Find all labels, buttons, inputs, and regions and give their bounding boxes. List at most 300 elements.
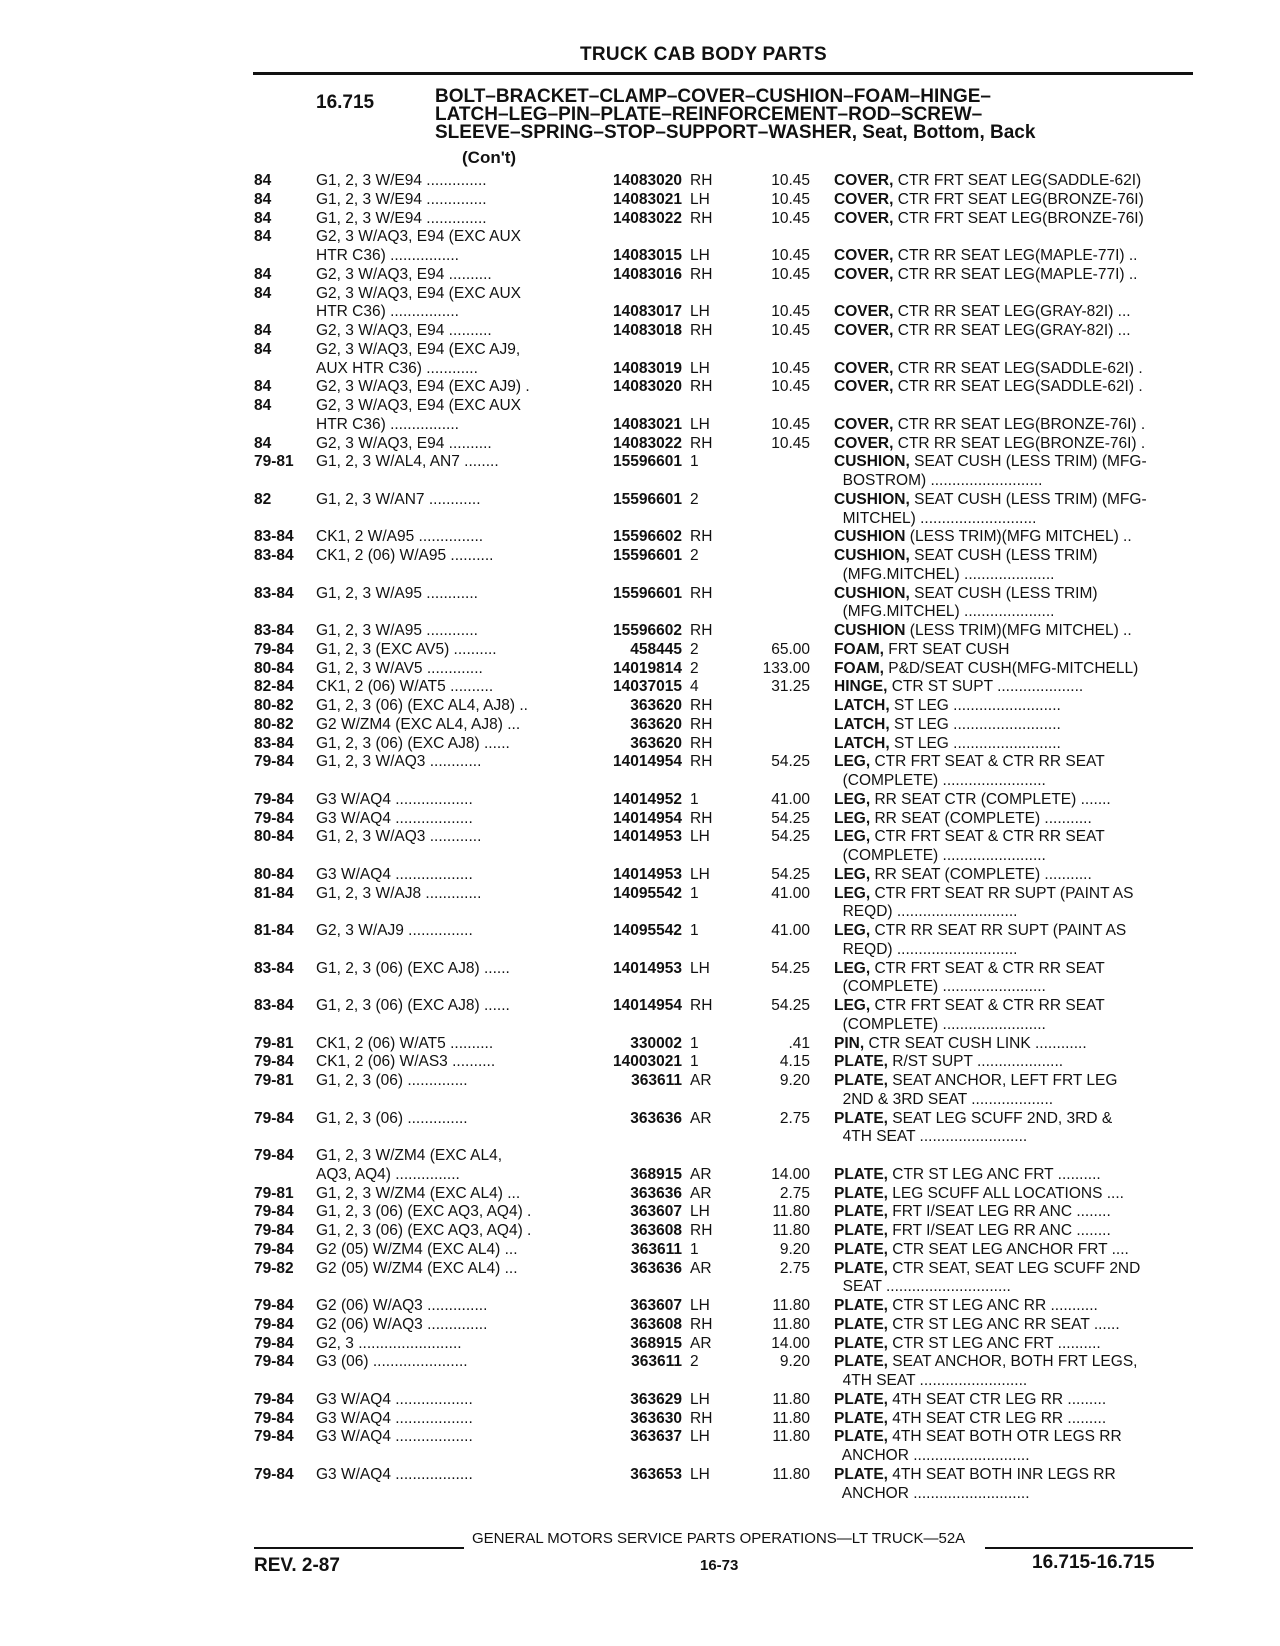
part-name-detail: ST LEG .........................: [889, 697, 1061, 714]
part-name: [834, 210, 1192, 229]
part-name: [834, 622, 1192, 641]
part-number: 363637: [630, 1428, 682, 1446]
part-name-keyword: CUSHION,: [834, 547, 910, 564]
price: 9.20: [779, 1240, 810, 1258]
table-row: [0, 1485, 1280, 1504]
part-name-detail: ANCHOR ...........................: [834, 1447, 1030, 1464]
model-year: 79-84: [254, 1297, 294, 1314]
part-name-keyword: COVER,: [834, 247, 894, 264]
table-row: [0, 753, 1280, 772]
price: 11.80: [772, 1409, 810, 1427]
table-row: [0, 960, 1280, 979]
quantity-side: LH: [690, 959, 710, 977]
part-number: 14014954: [613, 997, 682, 1014]
part-name-keyword: PLATE,: [834, 1390, 888, 1408]
part-name-keyword: LEG,: [834, 997, 871, 1014]
model-year: 79-84: [254, 1222, 294, 1239]
model-year: 79-84: [254, 1315, 294, 1333]
part-name-keyword: FOAM,: [834, 640, 884, 658]
part-number: 15596602: [613, 622, 682, 639]
part-name-detail: R/ST SUPT ....................: [887, 1053, 1064, 1071]
part-name-keyword: PIN,: [834, 1034, 865, 1052]
part-number: 363653: [630, 1465, 682, 1483]
model-year: 84: [254, 172, 272, 189]
usage-description: G3 (06) ......................: [316, 1353, 468, 1371]
part-name-detail: CTR FRT SEAT & CTR RR SEAT: [870, 828, 1105, 846]
table-row: [0, 810, 1280, 829]
part-name-detail: CTR RR SEAT LEG(BRONZE-76I) .: [893, 434, 1146, 452]
part-name-detail: CTR ST LEG ANC FRT ..........: [887, 1334, 1101, 1352]
usage-description: G1, 2, 3 (06) (EXC AL4, AJ8) ..: [316, 697, 528, 714]
part-name-keyword: LEG,: [834, 884, 871, 902]
part-name: [834, 1316, 1192, 1335]
part-name-detail: CTR FRT SEAT LEG(BRONZE-76I): [893, 209, 1144, 227]
part-name-keyword: LEG,: [834, 959, 871, 977]
part-name-detail: BOSTROM) ..........................: [834, 472, 1043, 489]
part-name: [834, 266, 1192, 285]
usage-description: G1, 2, 3 (06) (EXC AJ8) ......: [316, 734, 510, 752]
price: 10.45: [771, 172, 810, 189]
model-year: 82-84: [254, 678, 294, 696]
table-row: [0, 585, 1280, 604]
price: 10.45: [771, 190, 810, 208]
model-year: 79-84: [254, 790, 294, 808]
part-name: [834, 1072, 1192, 1091]
part-name: [834, 791, 1192, 810]
part-number: 363611: [631, 1072, 682, 1089]
table-row: [0, 641, 1280, 660]
usage-description: CK1, 2 (06) W/AS3 ..........: [316, 1053, 496, 1071]
quantity-side: 2: [690, 640, 699, 658]
quantity-side: LH: [690, 1428, 710, 1446]
table-row: [0, 1203, 1280, 1222]
price: 10.45: [771, 378, 810, 396]
part-name: [834, 191, 1192, 210]
part-name-keyword: COVER,: [834, 209, 894, 227]
usage-description: G3 W/AQ4 ..................: [316, 1390, 473, 1408]
price: 2.75: [779, 1184, 810, 1202]
quantity-side: 2: [690, 1353, 699, 1371]
usage-description: G1, 2, 3 (06) (EXC AJ8) ......: [316, 997, 510, 1014]
part-number: 363608: [630, 1315, 682, 1333]
table-row: [0, 378, 1280, 397]
quantity-side: RH: [690, 172, 713, 189]
model-year: 79-84: [254, 1203, 294, 1221]
quantity-side: LH: [690, 865, 710, 883]
model-year: 81-84: [254, 922, 294, 939]
part-name-keyword: COVER,: [834, 378, 894, 396]
part-name-detail: (LESS TRIM)(MFG MITCHEL) ..: [905, 528, 1132, 546]
part-number: 363607: [630, 1297, 682, 1314]
usage-description: G1, 2, 3 W/AQ3 ............: [316, 828, 482, 846]
price: 11.80: [772, 1428, 810, 1446]
model-year: 79-84: [254, 1147, 294, 1164]
footer-rule-right: [985, 1547, 1193, 1549]
model-year: 79-84: [254, 753, 294, 771]
part-number: 368915: [630, 1165, 682, 1183]
table-row: [0, 997, 1280, 1016]
price: 14.00: [771, 1334, 810, 1352]
part-name-keyword: COVER,: [834, 359, 894, 377]
table-row: [0, 716, 1280, 735]
price: .41: [788, 1034, 810, 1052]
part-name-detail: (COMPLETE) ........................: [834, 978, 1046, 996]
table-row: [0, 1316, 1280, 1335]
part-name-detail: SEAT CUSH (LESS TRIM): [909, 547, 1098, 564]
usage-description: G2 (06) W/AQ3 ..............: [316, 1315, 488, 1333]
quantity-side: RH: [690, 734, 713, 752]
quantity-side: RH: [690, 1315, 713, 1333]
part-name: [834, 1485, 1192, 1504]
part-number: 368915: [630, 1334, 682, 1352]
table-row: [0, 435, 1280, 454]
table-row: [0, 1222, 1280, 1241]
part-name-detail: 4TH SEAT .........................: [834, 1372, 1028, 1389]
quantity-side: 2: [690, 490, 699, 508]
part-name-detail: CTR SEAT LEG ANCHOR FRT ....: [887, 1240, 1129, 1258]
part-name: [834, 1447, 1192, 1466]
price: 10.45: [771, 247, 810, 264]
usage-description: G2 (06) W/AQ3 ..............: [316, 1297, 488, 1314]
model-year: 80-82: [254, 715, 294, 733]
part-number: 14083021: [613, 415, 682, 433]
part-name-detail: CTR RR SEAT LEG(SADDLE-62I) .: [893, 378, 1143, 396]
usage-description: G1, 2, 3 W/A95 ............: [316, 584, 478, 602]
table-row: [0, 491, 1280, 510]
part-name-detail: CTR ST LEG ANC RR SEAT ......: [887, 1315, 1120, 1333]
price: 133.00: [762, 659, 810, 677]
usage-description: G2 (05) W/ZM4 (EXC AL4) ...: [316, 1240, 518, 1258]
table-row: [0, 1110, 1280, 1129]
part-name-keyword: COVER,: [834, 172, 894, 189]
model-year: 79-81: [254, 1034, 294, 1052]
model-year: 79-84: [254, 1109, 294, 1127]
part-name: [834, 735, 1192, 754]
usage-description: G2 W/ZM4 (EXC AL4, AJ8) ...: [316, 715, 521, 733]
usage-description: G1, 2, 3 W/ZM4 (EXC AL4) ...: [316, 1184, 521, 1202]
part-name-detail: CTR ST LEG ANC FRT ..........: [887, 1165, 1101, 1183]
part-name-detail: 4TH SEAT .........................: [834, 1128, 1028, 1146]
quantity-side: LH: [690, 1297, 710, 1314]
part-name: [834, 1203, 1192, 1222]
usage-description: G2, 3 W/AQ3, E94 (EXC AUX: [316, 397, 522, 414]
part-name-detail: ANCHOR ...........................: [834, 1484, 1030, 1502]
part-name-detail: (LESS TRIM)(MFG MITCHEL) ..: [905, 622, 1132, 639]
part-name-detail: CTR FRT SEAT RR SUPT (PAINT AS: [870, 884, 1134, 902]
part-name-detail: RR SEAT (COMPLETE) ...........: [870, 865, 1092, 883]
section-title-line: SLEEVE–SPRING–STOP–SUPPORT–WASHER, Seat, Bottom, Back: [435, 122, 1036, 143]
table-row: [0, 828, 1280, 847]
part-name-keyword: CUSHION: [834, 622, 906, 639]
price: 54.25: [771, 753, 810, 771]
table-row: [0, 1128, 1280, 1147]
quantity-side: LH: [690, 1203, 710, 1221]
part-number: 15596601: [613, 584, 682, 602]
part-name-detail: CTR FRT SEAT & CTR RR SEAT: [870, 997, 1105, 1014]
part-name-keyword: LEG,: [834, 790, 871, 808]
part-number: 14083020: [613, 172, 682, 189]
part-name-detail: (COMPLETE) ........................: [834, 772, 1046, 789]
model-year: 83-84: [254, 734, 294, 752]
part-name: [834, 960, 1192, 979]
part-name-detail: CTR ST LEG ANC RR ...........: [887, 1297, 1098, 1314]
quantity-side: RH: [690, 753, 713, 771]
part-name-keyword: COVER,: [834, 265, 894, 283]
model-year: 84: [254, 228, 272, 246]
usage-description: G2, 3 W/AQ3, E94 (EXC AUX: [316, 284, 522, 302]
usage-description: G2, 3 ........................: [316, 1334, 462, 1352]
table-row: [0, 566, 1280, 585]
model-year: 83-84: [254, 997, 294, 1014]
model-year: 81-84: [254, 884, 294, 902]
usage-description: G1, 2, 3 (06) ..............: [316, 1072, 468, 1089]
usage-description: G3 W/AQ4 ..................: [316, 1465, 473, 1483]
usage-description: G1, 2, 3 (06) (EXC AQ3, AQ4) .: [316, 1203, 532, 1221]
table-row: [0, 735, 1280, 754]
usage-description: G2, 3 W/AQ3, E94 ..........: [316, 434, 492, 452]
usage-description: G2, 3 W/AQ3, E94 ..........: [316, 322, 492, 339]
model-year: 84: [254, 340, 272, 358]
part-name-detail: CTR FRT SEAT & CTR RR SEAT: [870, 753, 1105, 771]
price: 11.80: [772, 1222, 810, 1239]
model-year: 83-84: [254, 959, 294, 977]
table-row: [0, 1466, 1280, 1485]
part-number: 14014953: [613, 828, 682, 846]
table-row: [0, 1335, 1280, 1354]
part-name-keyword: PLATE,: [834, 1203, 888, 1221]
table-row: [0, 603, 1280, 622]
section-range: 16.715-16.715: [1032, 1552, 1155, 1573]
part-number: 363620: [630, 715, 682, 733]
part-name-detail: CTR RR SEAT LEG(GRAY-82I) ...: [893, 303, 1131, 321]
usage-description: G1, 2, 3 (EXC AV5) ..........: [316, 640, 497, 658]
part-number: 14014952: [613, 790, 682, 808]
usage-description: G1, 2, 3 W/AQ3 ............: [316, 753, 482, 771]
table-row: [0, 341, 1280, 360]
part-number: 363636: [630, 1184, 682, 1202]
table-row: [0, 791, 1280, 810]
table-row: [0, 772, 1280, 791]
part-name: [834, 660, 1192, 679]
quantity-side: LH: [690, 828, 710, 846]
table-row: [0, 210, 1280, 229]
model-year: 79-84: [254, 1390, 294, 1408]
usage-description: CK1, 2 (06) W/AT5 ..........: [316, 1034, 494, 1052]
price: 2.75: [779, 1259, 810, 1277]
part-name: [834, 1335, 1192, 1354]
part-name-detail: (COMPLETE) ........................: [834, 1015, 1046, 1033]
part-name-detail: REQD) ............................: [834, 903, 1018, 921]
part-number: 14083022: [613, 209, 682, 227]
table-row: [0, 1016, 1280, 1035]
usage-description: G1, 2, 3 W/AL4, AN7 ........: [316, 453, 499, 471]
part-number: 363636: [630, 1259, 682, 1277]
part-name-keyword: PLATE,: [834, 1053, 888, 1071]
quantity-side: LH: [690, 247, 710, 264]
model-year: 79-84: [254, 1240, 294, 1258]
usage-description: G1, 2, 3 W/E94 ..............: [316, 209, 487, 227]
part-name-keyword: FOAM,: [834, 659, 884, 677]
part-name: [834, 303, 1192, 322]
usage-description: CK1, 2 W/A95 ...............: [316, 528, 484, 546]
part-number: 14003021: [613, 1053, 682, 1071]
part-name: [834, 1372, 1192, 1391]
part-name: [834, 847, 1192, 866]
quantity-side: AR: [690, 1184, 712, 1202]
part-name-keyword: LEG,: [834, 922, 871, 939]
table-row: [0, 1447, 1280, 1466]
part-name-keyword: LATCH,: [834, 697, 890, 714]
model-year: 83-84: [254, 584, 294, 602]
part-name: [834, 1185, 1192, 1204]
part-number: 14014953: [613, 959, 682, 977]
part-number: 363607: [630, 1203, 682, 1221]
part-name-detail: RR SEAT CTR (COMPLETE) .......: [870, 790, 1111, 808]
usage-description: G1, 2, 3 W/AV5 .............: [316, 659, 483, 677]
part-name: [834, 378, 1192, 397]
quantity-side: RH: [690, 622, 713, 639]
part-name: [834, 1466, 1192, 1485]
part-number: 14083022: [613, 434, 682, 452]
model-year: 84: [254, 190, 272, 208]
table-row: [0, 978, 1280, 997]
quantity-side: LH: [690, 415, 710, 433]
price: 41.00: [771, 790, 810, 808]
table-row: [0, 303, 1280, 322]
price: 10.45: [771, 209, 810, 227]
price: 9.20: [779, 1353, 810, 1371]
model-year: 79-81: [254, 453, 294, 471]
quantity-side: 1: [690, 1034, 699, 1052]
part-name-detail: LEG SCUFF ALL LOCATIONS ....: [887, 1184, 1124, 1202]
usage-description: G2, 3 W/AQ3, E94 (EXC AUX: [316, 228, 522, 246]
part-name: [834, 978, 1192, 997]
model-year: 84: [254, 378, 272, 396]
part-name-keyword: PLATE,: [834, 1465, 888, 1483]
part-name-keyword: PLATE,: [834, 1409, 888, 1427]
quantity-side: LH: [690, 303, 710, 321]
part-name-detail: ST LEG .........................: [889, 715, 1061, 733]
part-name: [834, 997, 1192, 1016]
part-number: 363620: [630, 697, 682, 714]
table-row: [0, 622, 1280, 641]
section-title-line: LATCH–LEG–PIN–PLATE–REINFORCEMENT–ROD–SCREW–: [435, 104, 983, 125]
part-name: [834, 491, 1192, 510]
table-row: [0, 1278, 1280, 1297]
part-number: 14019814: [613, 659, 682, 677]
price: 11.80: [772, 1297, 810, 1314]
table-row: [0, 191, 1280, 210]
part-name-keyword: CUSHION,: [834, 490, 910, 508]
usage-description: CK1, 2 (06) W/AT5 ..........: [316, 678, 494, 696]
model-year: 84: [254, 209, 272, 227]
price: 11.80: [772, 1203, 810, 1221]
quantity-side: RH: [690, 434, 713, 452]
quantity-side: LH: [690, 359, 710, 377]
part-name-keyword: LEG,: [834, 865, 871, 883]
table-row: [0, 1035, 1280, 1054]
model-year: 79-84: [254, 640, 294, 658]
quantity-side: 1: [690, 1240, 699, 1258]
table-row: [0, 1147, 1280, 1166]
quantity-side: LH: [690, 190, 710, 208]
part-name: [834, 510, 1192, 529]
part-name: [834, 1410, 1192, 1429]
header-rule: [253, 72, 1193, 75]
quantity-side: RH: [690, 528, 713, 546]
part-name-keyword: COVER,: [834, 415, 894, 433]
part-name-keyword: LEG,: [834, 753, 871, 771]
footer-rule-left: [254, 1547, 464, 1549]
usage-description: G1, 2, 3 (06) (EXC AJ8) ......: [316, 959, 510, 977]
model-year: 79-84: [254, 1334, 294, 1352]
model-year: 84: [254, 322, 272, 339]
part-name: [834, 1091, 1192, 1110]
part-name-keyword: PLATE,: [834, 1184, 888, 1202]
part-name-detail: CTR FRT SEAT LEG(BRONZE-76I): [893, 190, 1144, 208]
part-name: [834, 1016, 1192, 1035]
part-name: [834, 1128, 1192, 1147]
part-name: [834, 753, 1192, 772]
table-row: [0, 472, 1280, 491]
table-row: [0, 1410, 1280, 1429]
part-name-detail: REQD) ............................: [834, 940, 1018, 958]
price: 14.00: [771, 1165, 810, 1183]
table-row: [0, 941, 1280, 960]
part-name-detail: SEAT CUSH (LESS TRIM) (MFG-: [909, 453, 1147, 471]
part-number: 363611: [631, 1240, 682, 1258]
part-name-detail: (MFG.MITCHEL) .....................: [834, 603, 1055, 621]
part-name-detail: SEAT CUSH (LESS TRIM): [909, 584, 1098, 602]
usage-description: G2, 3 W/AJ9 ...............: [316, 922, 473, 939]
price: 11.80: [772, 1315, 810, 1333]
part-name-detail: 4TH SEAT CTR LEG RR .........: [887, 1390, 1107, 1408]
table-row: [0, 660, 1280, 679]
section-number: 16.715: [316, 92, 375, 113]
table-row: [0, 922, 1280, 941]
quantity-side: 1: [690, 922, 699, 939]
part-number: 15596601: [613, 490, 682, 508]
model-year: 83-84: [254, 528, 294, 546]
table-row: [0, 247, 1280, 266]
part-name: [834, 1428, 1192, 1447]
price: 41.00: [771, 884, 810, 902]
part-name: [834, 172, 1192, 191]
quantity-side: RH: [690, 584, 713, 602]
usage-description: G3 W/AQ4 ..................: [316, 809, 473, 827]
part-name-detail: CTR RR SEAT RR SUPT (PAINT AS: [870, 922, 1127, 939]
price: 54.25: [771, 828, 810, 846]
quantity-side: 1: [690, 884, 699, 902]
table-row: [0, 1185, 1280, 1204]
model-year: 84: [254, 265, 272, 283]
page-title: TRUCK CAB BODY PARTS: [580, 44, 828, 65]
part-name-keyword: PLATE,: [834, 1315, 888, 1333]
usage-description: AQ3, AQ4) ...............: [316, 1165, 460, 1183]
table-row: [0, 528, 1280, 547]
quantity-side: RH: [690, 1222, 713, 1239]
part-name: [834, 1278, 1192, 1297]
table-row: [0, 547, 1280, 566]
price: 10.45: [771, 303, 810, 321]
part-name: [834, 922, 1192, 941]
table-row: [0, 266, 1280, 285]
table-row: [0, 847, 1280, 866]
price: 10.45: [771, 359, 810, 377]
table-row: [0, 1260, 1280, 1279]
part-name: [834, 247, 1192, 266]
table-row: [0, 1091, 1280, 1110]
